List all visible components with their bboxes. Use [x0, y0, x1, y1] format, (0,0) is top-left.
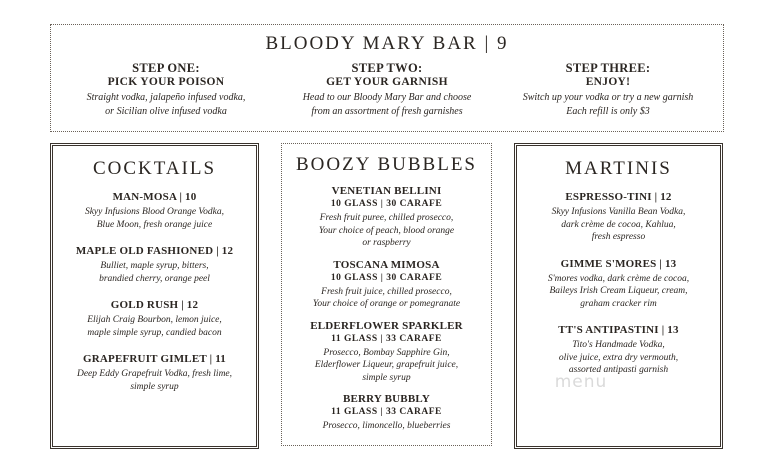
- item-description-line: Your choice of orange or pomegranate: [312, 299, 461, 309]
- item-name: MAPLE OLD FASHIONED | 12: [75, 245, 234, 257]
- item-name: GOLD RUSH | 12: [110, 299, 199, 311]
- item-description: [57, 260, 252, 285]
- cocktails-title: COCKTAILS: [92, 158, 217, 179]
- menu-item: [282, 392, 491, 433]
- item-name: TOSCANA MIMOSA: [333, 258, 440, 271]
- item-description: [57, 368, 252, 393]
- item-description: [521, 206, 716, 244]
- menu-item: [517, 323, 720, 377]
- step-description-line: Each refill is only $3: [566, 106, 650, 117]
- item-description-line: Fresh fruit puree, chilled prosecco,: [319, 213, 454, 223]
- item-description-line: olive juice, extra dry vermouth,: [558, 352, 679, 363]
- item-description-line: Blue Moon, fresh orange juice: [96, 219, 213, 230]
- item-name: GIMME S'MORES | 13: [560, 257, 677, 270]
- item-description-line: Fresh fruit juice, chilled prosecco,: [321, 286, 452, 297]
- menu-item: [282, 258, 491, 311]
- item-description: [57, 314, 252, 339]
- item-name: ELDERFLOWER SPARKLER: [310, 319, 463, 332]
- item-description-line: Tito's Handmade Vodka,: [572, 340, 665, 350]
- item-description-line: Your choice of peach, blood orange: [318, 225, 455, 236]
- step-description-line: Straight vodka, jalapeño infused vodka,: [86, 92, 246, 103]
- item-description-line: Skyy Infusions Blood Orange Vodka,: [84, 207, 225, 217]
- item-description-line: graham cracker rim: [580, 298, 657, 309]
- step-heading: STEP THREE:: [565, 61, 651, 75]
- martinis-section: [514, 143, 723, 449]
- step-heading: STEP ONE:: [132, 61, 200, 75]
- item-price-sizes: 10 GLASS | 30 CARAFE: [330, 199, 443, 209]
- item-description-line: brandied cherry, orange peel: [99, 273, 210, 284]
- item-description-line: dark crème de cocoa, Kahlua,: [561, 219, 676, 230]
- step-one: [61, 61, 271, 119]
- step-subheading: PICK YOUR POISON: [107, 76, 225, 88]
- item-description-line: simple syrup: [130, 381, 179, 392]
- item-description-line: Bulliet, maple syrup, bitters,: [100, 261, 209, 271]
- item-description: [521, 339, 716, 377]
- item-name: ESPRESSO-TINI | 12: [565, 191, 672, 203]
- menu-item: [282, 319, 491, 385]
- item-description-line: Elderflower Liqueur, grapefruit juice,: [314, 360, 459, 370]
- menupages-watermark: menu: [554, 372, 608, 392]
- item-description: [286, 286, 487, 311]
- item-description-line: maple simple syrup, candied bacon: [87, 327, 222, 338]
- menu-item: [53, 244, 256, 285]
- step-two: [282, 61, 492, 119]
- step-description-line: from an assortment of fresh garnishes: [311, 106, 463, 117]
- step-description-line: or Sicilian olive infused vodka: [105, 106, 227, 117]
- item-name: MAN-MOSA | 10: [112, 191, 197, 203]
- item-description-line: fresh espresso: [591, 232, 646, 242]
- boozy-bubbles-title: BOOZY BUBBLES: [295, 154, 477, 175]
- menu-item: [282, 184, 491, 250]
- item-name: VENETIAN BELLINI: [331, 185, 442, 197]
- item-description-line: simple syrup: [362, 372, 411, 383]
- item-price-sizes: 10 GLASS | 30 CARAFE: [330, 272, 443, 283]
- step-three: [503, 61, 713, 119]
- step-description: [282, 91, 492, 119]
- item-price-sizes: 11 GLASS | 33 CARAFE: [331, 333, 442, 344]
- step-subheading: GET YOUR GARNISH: [326, 76, 448, 88]
- item-description-line: S'mores vodka, dark crème de cocoa,: [547, 273, 690, 284]
- item-price-sizes: 11 GLASS | 33 CARAFE: [331, 407, 442, 417]
- menu-item: [517, 257, 720, 311]
- step-description: [61, 91, 271, 119]
- item-description-line: Skyy Infusions Vanilla Bean Vodka,: [551, 207, 686, 217]
- boozy-bubbles-section: [281, 143, 492, 446]
- item-description-line: or raspberry: [362, 238, 411, 248]
- steps-row: [51, 61, 723, 119]
- item-name: GRAPEFRUIT GIMLET | 11: [82, 353, 227, 365]
- step-description-line: Head to our Bloody Mary Bar and choose: [302, 92, 472, 103]
- item-description: [286, 347, 487, 385]
- bloody-mary-section: [50, 24, 724, 132]
- item-description: [521, 273, 716, 311]
- item-description-line: Prosecco, Bombay Sapphire Gin,: [323, 347, 450, 358]
- menu-item: [53, 298, 256, 339]
- menu-item: [517, 190, 720, 244]
- item-description-line: Prosecco, limoncello, blueberries: [322, 421, 451, 431]
- item-name: TT'S ANTIPASTINI | 13: [558, 324, 679, 336]
- bloody-mary-title: BLOODY MARY BAR | 9: [265, 33, 509, 54]
- item-description-line: Elijah Craig Bourbon, lemon juice,: [87, 315, 222, 325]
- item-description: [57, 206, 252, 231]
- menu-item: [53, 190, 256, 231]
- item-description-line: Deep Eddy Grapefruit Vodka, fresh lime,: [76, 369, 233, 379]
- menu-item: [53, 352, 256, 393]
- step-subheading: ENJOY!: [585, 76, 631, 88]
- item-description-line: Baileys Irish Cream Liqueur, cream,: [549, 286, 688, 296]
- cocktails-section: [50, 143, 259, 449]
- step-description: [503, 91, 713, 119]
- item-description: [286, 212, 487, 250]
- step-description-line: Switch up your vodka or try a new garnish: [522, 92, 694, 103]
- step-heading: STEP TWO:: [351, 61, 423, 75]
- martinis-title: MARTINIS: [565, 158, 672, 179]
- item-description: [286, 420, 487, 433]
- item-name: BERRY BUBBLY: [342, 393, 431, 405]
- item-description-line: assorted antipasti garnish: [568, 365, 669, 375]
